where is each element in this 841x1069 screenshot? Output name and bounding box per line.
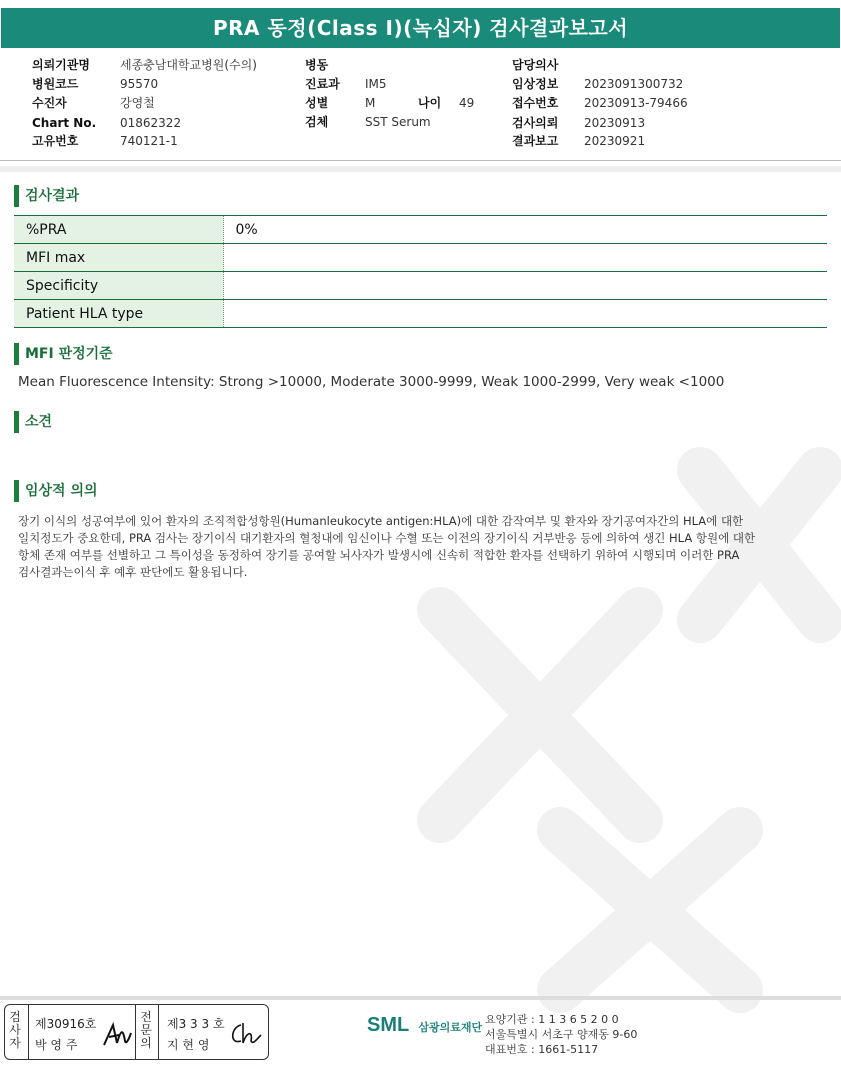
table-row bbox=[14, 244, 827, 272]
section-mfi-heading: MFI 판정기준 bbox=[14, 343, 113, 365]
paragraph-line: 장기 이식의 성공여부에 있어 환자의 조직적합성항원(Humanleukocyte antigen:HLA)에 대한 감작여부 및 환자와 장기공여자간의 HLA에 대한 bbox=[18, 514, 744, 528]
result-name: MFI max bbox=[14, 244, 223, 272]
specimen-value: SST Serum bbox=[365, 115, 431, 129]
examiner-no: 제30916호 bbox=[35, 1017, 97, 1031]
patient-value: 강영철 bbox=[120, 96, 155, 110]
hospital-code-label: 병원코드 bbox=[32, 77, 79, 91]
result-name: %PRA bbox=[14, 216, 223, 244]
hospital-code-value: 95570 bbox=[120, 77, 159, 91]
sml-org-name: 삼광의료재단 bbox=[418, 1021, 483, 1034]
examiner-label bbox=[8, 1011, 26, 1050]
request-label: 검사의뢰 bbox=[512, 116, 559, 130]
lab-phone: 대표번호 : 1661-5117 bbox=[485, 1043, 599, 1056]
doctor-label: 담당의사 bbox=[512, 58, 559, 72]
paragraph-line: 항체 존재 여부를 선별하고 그 특이성을 동정하여 장기를 공여할 뇌사자가 발생시에 신속히 적합한 환자를 선택하기 위하여 시행되며 이러한 PRA bbox=[18, 548, 740, 562]
clinical-significance-text bbox=[18, 513, 808, 581]
chart-value: 01862322 bbox=[120, 116, 182, 130]
examiner-signature bbox=[101, 1019, 133, 1051]
request-value: 20230913 bbox=[584, 116, 646, 130]
paragraph-line: 일치정도가 중요한데, PRA 검사는 장기이식 대기환자의 혈청내에 임신이나 수혈 또는 이전의 장기이식 거부반응 등에 의하여 생긴 HLA 항원에 대한 bbox=[18, 531, 756, 545]
specialist-signature bbox=[227, 1019, 263, 1049]
result-table bbox=[14, 215, 827, 328]
care-code: 요양기관 : 1 1 3 6 5 2 0 0 bbox=[485, 1013, 619, 1026]
ward-label: 병동 bbox=[305, 58, 329, 72]
examiner-name: 박 영 주 bbox=[35, 1038, 78, 1052]
sex-value: M bbox=[365, 96, 376, 110]
result-value bbox=[223, 300, 827, 328]
table-row bbox=[14, 272, 827, 300]
specialist-name: 지 현 영 bbox=[167, 1038, 210, 1052]
report-label: 결과보고 bbox=[512, 134, 559, 148]
age-value: 49 bbox=[459, 96, 475, 110]
dept-label: 진료과 bbox=[305, 77, 340, 91]
result-value bbox=[223, 244, 827, 272]
specialist-label-text: 전문의 bbox=[140, 1010, 152, 1050]
unique-value: 740121-1 bbox=[120, 134, 178, 148]
divider bbox=[0, 160, 841, 161]
specialist-label bbox=[139, 1011, 157, 1050]
dept-value: IM5 bbox=[365, 77, 387, 91]
specialist-no: 제3 3 3 호 bbox=[167, 1017, 225, 1031]
receipt-value: 20230913-79466 bbox=[584, 96, 688, 110]
receipt-label: 접수번호 bbox=[512, 96, 559, 110]
result-value bbox=[223, 272, 827, 300]
report-value: 20230921 bbox=[584, 134, 646, 148]
signature-box bbox=[4, 1004, 269, 1060]
patient-label: 수진자 bbox=[32, 96, 67, 110]
section-result-heading: 검사결과 bbox=[14, 185, 79, 207]
chart-label: Chart No. bbox=[32, 116, 97, 130]
section-opinion-heading: 소견 bbox=[14, 411, 52, 433]
footer-divider bbox=[0, 996, 841, 1000]
clinical-info-value: 2023091300732 bbox=[584, 77, 684, 91]
institution-label: 의뢰기관명 bbox=[32, 58, 90, 72]
report-title: PRA 동정(Class I)(녹십자) 검사결과보고서 bbox=[1, 8, 840, 48]
section-clinical-heading: 임상적 의의 bbox=[14, 480, 98, 502]
clinical-info-label: 임상정보 bbox=[512, 77, 559, 91]
institution-value: 세종충남대학교병원(수의) bbox=[120, 58, 257, 72]
specimen-label: 검체 bbox=[305, 115, 329, 129]
lab-address: 서울특별시 서초구 양재동 9-60 bbox=[485, 1028, 638, 1041]
result-name: Specificity bbox=[14, 272, 223, 300]
table-row bbox=[14, 216, 827, 244]
lab-contact-info bbox=[485, 1012, 637, 1057]
sml-logo bbox=[367, 1014, 482, 1037]
unique-label: 고유번호 bbox=[32, 134, 79, 148]
examiner-label-text: 검사자 bbox=[9, 1010, 21, 1050]
paragraph-line: 검사결과는이식 후 예후 판단에도 활용됩니다. bbox=[18, 565, 248, 579]
result-name: Patient HLA type bbox=[14, 300, 223, 328]
mfi-criteria-text: Mean Fluorescence Intensity: Strong >10000, Moderate 3000-9999, Weak 1000-2999, Very weak <1000 bbox=[18, 374, 725, 390]
age-label: 나이 bbox=[418, 96, 442, 110]
sml-logo-mark: SML bbox=[367, 1014, 410, 1036]
result-value: 0% bbox=[223, 216, 827, 244]
divider-band bbox=[0, 166, 841, 172]
table-row bbox=[14, 300, 827, 328]
sex-label: 성별 bbox=[305, 96, 329, 110]
